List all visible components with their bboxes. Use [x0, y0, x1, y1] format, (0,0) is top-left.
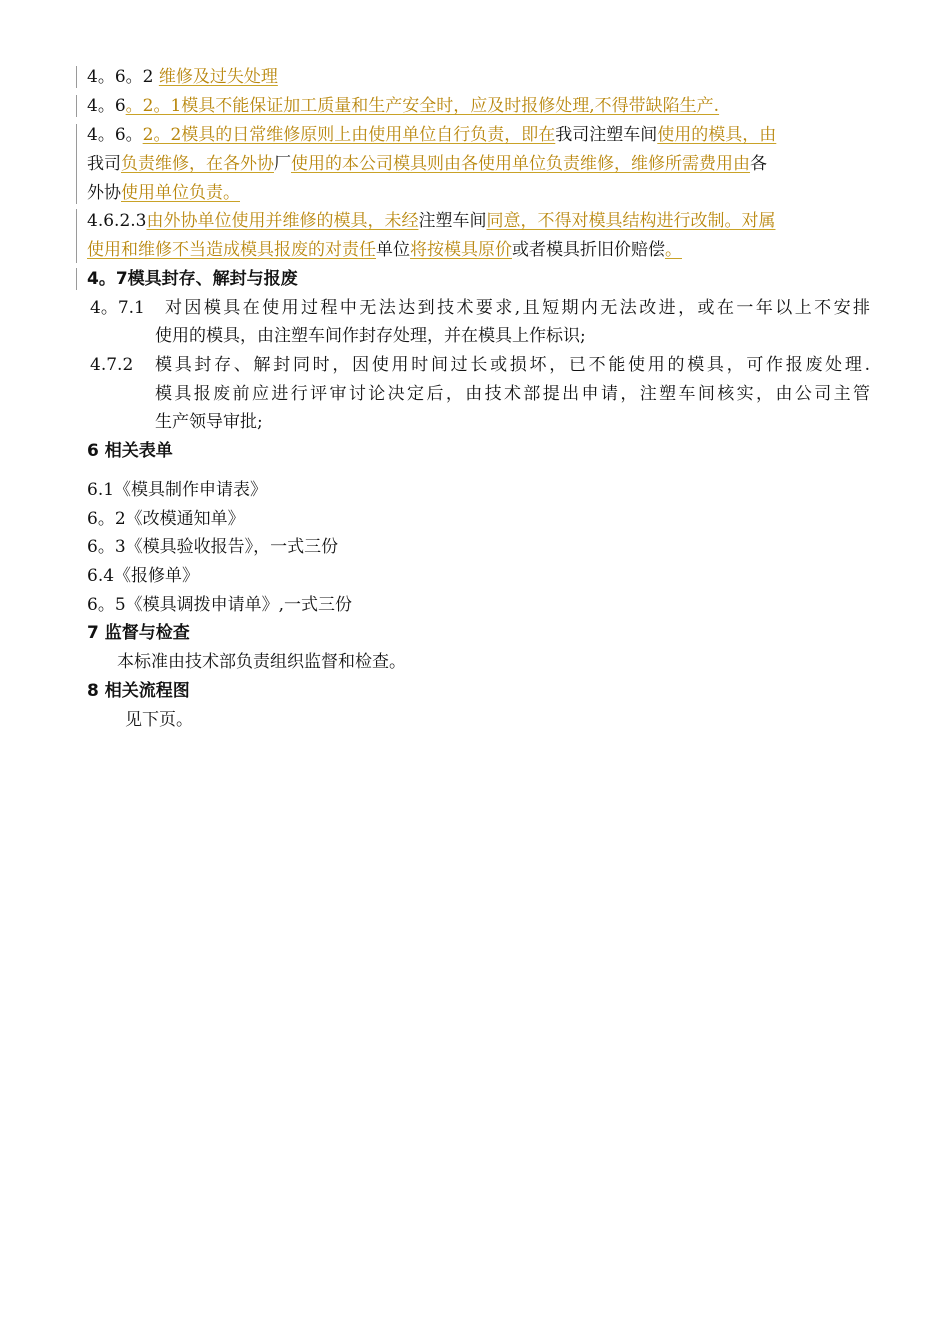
- clause-4-6-2-2-line1: [87, 124, 776, 146]
- section-7-heading: 7 监督与检查: [87, 623, 190, 643]
- clause-number: 4。6。: [87, 125, 143, 145]
- form-list-item: 6.1《模具制作申请表》: [87, 480, 268, 500]
- section-4-7-heading: 4。7模具封存、解封与报废: [87, 269, 298, 289]
- clause-4-7-1-number: 4。7.1: [90, 298, 145, 318]
- plain-text: 注塑车间: [418, 211, 487, 231]
- revision-bar: [76, 268, 77, 290]
- inserted-text: 使用和维修不当造成模具报废的对责任: [87, 240, 376, 260]
- inserted-text: 。: [665, 240, 682, 260]
- plain-text: 我司注塑车间: [555, 125, 658, 145]
- inserted-text: 2。2模具的日常维修原则上由使用单位自行负责，即在: [142, 125, 556, 145]
- clause-number: 4。6: [87, 96, 126, 116]
- form-list-item: 6.4《报修单》: [87, 566, 200, 586]
- clause-4-7-2-line1: 模具封存、解封同时，因使用时间过长或损坏，已不能使用的模具，可作报废处理.: [155, 355, 870, 375]
- inserted-text: 由外协单位使用并维修的模具，未经: [146, 211, 419, 231]
- clause-4-6-2-3-line1: [87, 210, 775, 232]
- inserted-text: 使用的模具，由: [657, 125, 777, 145]
- clause-4-6-2-2-line3: [87, 182, 240, 204]
- form-list-item: 6。5《模具调拨申请单》,一式三份: [87, 595, 353, 615]
- revision-bar: [76, 95, 77, 117]
- revision-bar: [76, 124, 77, 204]
- plain-text: 单位: [376, 240, 410, 260]
- inserted-text: 负责维修，在各外协: [121, 154, 274, 174]
- clause-4-6-2-3-line2: [87, 239, 682, 261]
- clause-4-6-2-2-line2: [87, 153, 767, 175]
- section-6-heading: 6 相关表单: [87, 441, 173, 461]
- revision-bar: [76, 66, 77, 88]
- clause-text: 。2。1模具不能保证加工质量和生产安全时，应及时报修处理,不得带缺陷生产.: [125, 96, 720, 116]
- clause-4-7-2-line3: 生产领导审批;: [155, 412, 263, 432]
- clause-4-7-2-line2: 模具报废前应进行评审讨论决定后，由技术部提出申请，注塑车间核实，由公司主管: [155, 384, 870, 404]
- inserted-text: 同意，不得对模具结构进行改制。对属: [486, 211, 776, 231]
- plain-text: 我司: [87, 154, 121, 174]
- section-4-6-2-heading: [87, 66, 278, 88]
- inserted-text: 使用的本公司模具则由各使用单位负责维修，维修所需费用由: [291, 154, 750, 174]
- clause-number: 4.6.2.3: [87, 211, 147, 231]
- plain-text: 外协: [87, 183, 121, 203]
- clause-4-6-2-1: [87, 95, 719, 117]
- section-8-heading: 8 相关流程图: [87, 681, 190, 701]
- form-list-item: 6。2《改模通知单》: [87, 509, 245, 529]
- section-8-body: 见下页。: [125, 710, 193, 730]
- clause-4-7-2-number: 4.7.2: [90, 355, 134, 375]
- section-title: 维修及过失处理: [158, 67, 278, 87]
- form-list-item: 6。3《模具验收报告》，一式三份: [87, 537, 339, 557]
- revision-bar: [76, 209, 77, 263]
- section-7-body: 本标准由技术部负责组织监督和检查。: [117, 652, 406, 672]
- inserted-text: 使用单位负责。: [121, 183, 240, 203]
- clause-4-7-1-line1: 对因模具在使用过程中无法达到技术要求,且短期内无法改进，或在一年以上不安排: [165, 298, 870, 318]
- clause-4-7-1-line2: 使用的模具，由注塑车间作封存处理，并在模具上作标识;: [155, 326, 586, 346]
- plain-text: 各: [750, 154, 767, 174]
- section-number: 4。6。2: [87, 67, 159, 87]
- plain-text: 厂: [274, 154, 291, 174]
- plain-text: 或者模具折旧价赔偿: [512, 240, 665, 260]
- inserted-text: 将按模具原价: [410, 240, 512, 260]
